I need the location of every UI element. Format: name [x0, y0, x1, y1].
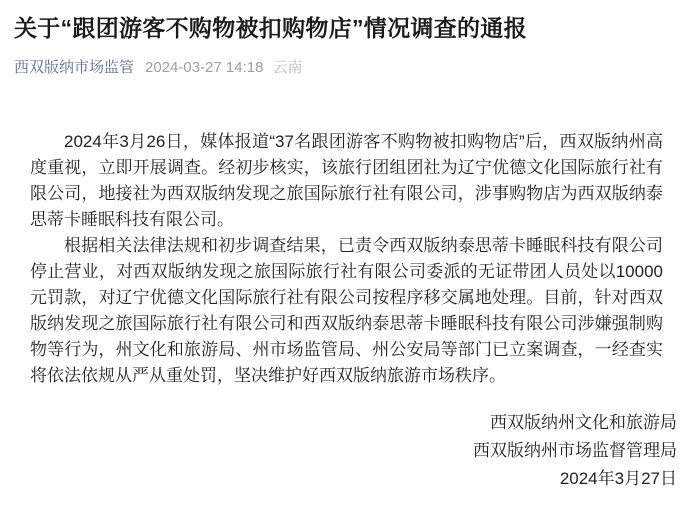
signature-block [0, 409, 688, 493]
publish-date: 2024-03-27 14:18 [145, 59, 264, 76]
signature-org-1: 西双版纳州文化和旅游局 [490, 413, 677, 432]
publish-location: 云南 [272, 59, 303, 76]
body-paragraph-1: 2024年3月26日，媒体报道“37名跟团游客不购物被扣购物店”后，西双版纳州高度重视，立即开展调查。经初步核实，该旅行团组团社为辽宁优德文化国际旅行社有限公司，地接社为西双版纳发现之旅国际旅行社有限公司，涉事购物店为西双版纳泰思蒂卡睡眠科技有限公司。 [30, 132, 663, 229]
signature-date: 2024年3月27日 [559, 469, 677, 488]
body-paragraph-2: 根据相关法律法规和初步调查结果，已责令西双版纳泰思蒂卡睡眠科技有限公司停止营业，对西双版纳发现之旅国际旅行社有限公司委派的无证带团人员处以10000元罚款，对辽宁优德文化国际旅行社有限公司按程序移交属地处理。目前，针对西双版纳发现之旅国际旅行社有限公司和西双版纳泰思蒂卡睡眠科技有限公司涉嫌强制购物等行为，州文化和旅游局、州市场监管局、州公安局等部门已立案调查，一经查实将依法依规从严从重处罚，坚决维护好西双版纳旅游市场秩序。 [30, 236, 663, 385]
source-account-link[interactable]: 西双版纳市场监管 [14, 59, 135, 76]
signature-org-2: 西双版纳州市场监督管理局 [473, 441, 677, 460]
article-page [0, 13, 688, 517]
article-title: 关于“跟团游客不购物被扣购物店”情况调查的通报 [14, 15, 527, 41]
article-body [0, 129, 688, 493]
article-meta [14, 59, 674, 77]
